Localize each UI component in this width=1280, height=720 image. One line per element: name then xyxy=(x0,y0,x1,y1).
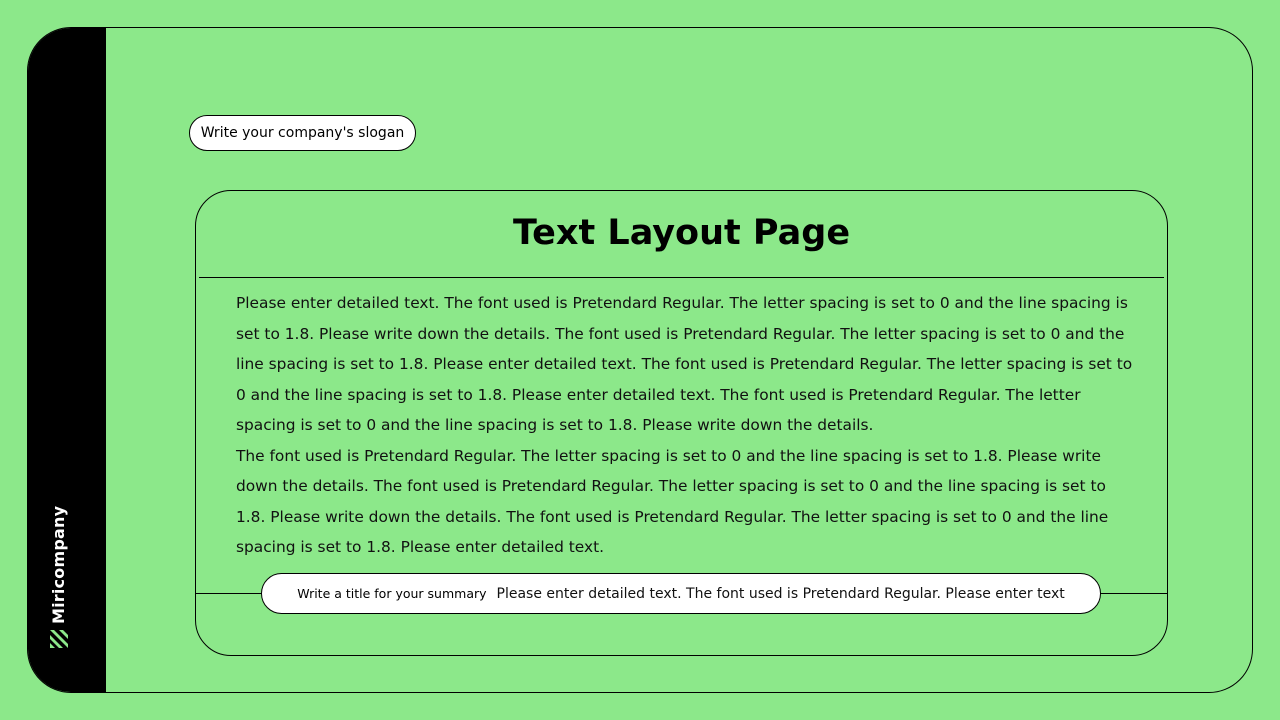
brand-name: Miricompany xyxy=(49,505,68,624)
summary-pill xyxy=(261,573,1101,614)
sidebar xyxy=(28,28,106,692)
slogan-pill xyxy=(189,115,416,151)
body-paragraph-2: The font used is Pretendard Regular. The letter spacing is set to 0 and the line spacing is set to 1.8. Please write down the details. The font used is Pretendard Regular. The letter spacing is set to 0 and the line spacing is set to 1.8. Please write down the details. The font used is Pretendard Regular. The letter spacing is set to 0 and the line spacing is set to 1.8. Please enter detailed text. xyxy=(236,446,1109,556)
summary-text: Please enter detailed text. The font used is Pretendard Regular. Please enter text xyxy=(496,585,1065,602)
summary-title: Write a title for your summary xyxy=(297,586,487,601)
title-divider xyxy=(199,277,1164,278)
body-paragraph-1: Please enter detailed text. The font used is Pretendard Regular. The letter spacing is set to 0 and the line spacing is set to 1.8. Please write down the details. The font used is Pretendard Regular. The letter spacing is set to 0 and the line spacing is set to 1.8. Please enter detailed text. The font used is Pretendard Regular. The letter spacing is set to 0 and the line spacing is set to 1.8. Please enter detailed text. The font used is Pretendard Regular. The letter spacing is set to 0 and the line spacing is set to 1.8. Please write down the details. xyxy=(236,294,1133,434)
miricompany-logo-icon xyxy=(50,630,68,648)
body-text xyxy=(236,288,1136,563)
slogan-text: Write your company's slogan xyxy=(200,125,405,141)
summary-divider-right xyxy=(1100,593,1168,594)
brand xyxy=(49,506,68,648)
page-title: Text Layout Page xyxy=(512,213,851,253)
summary-divider-left xyxy=(195,593,263,594)
